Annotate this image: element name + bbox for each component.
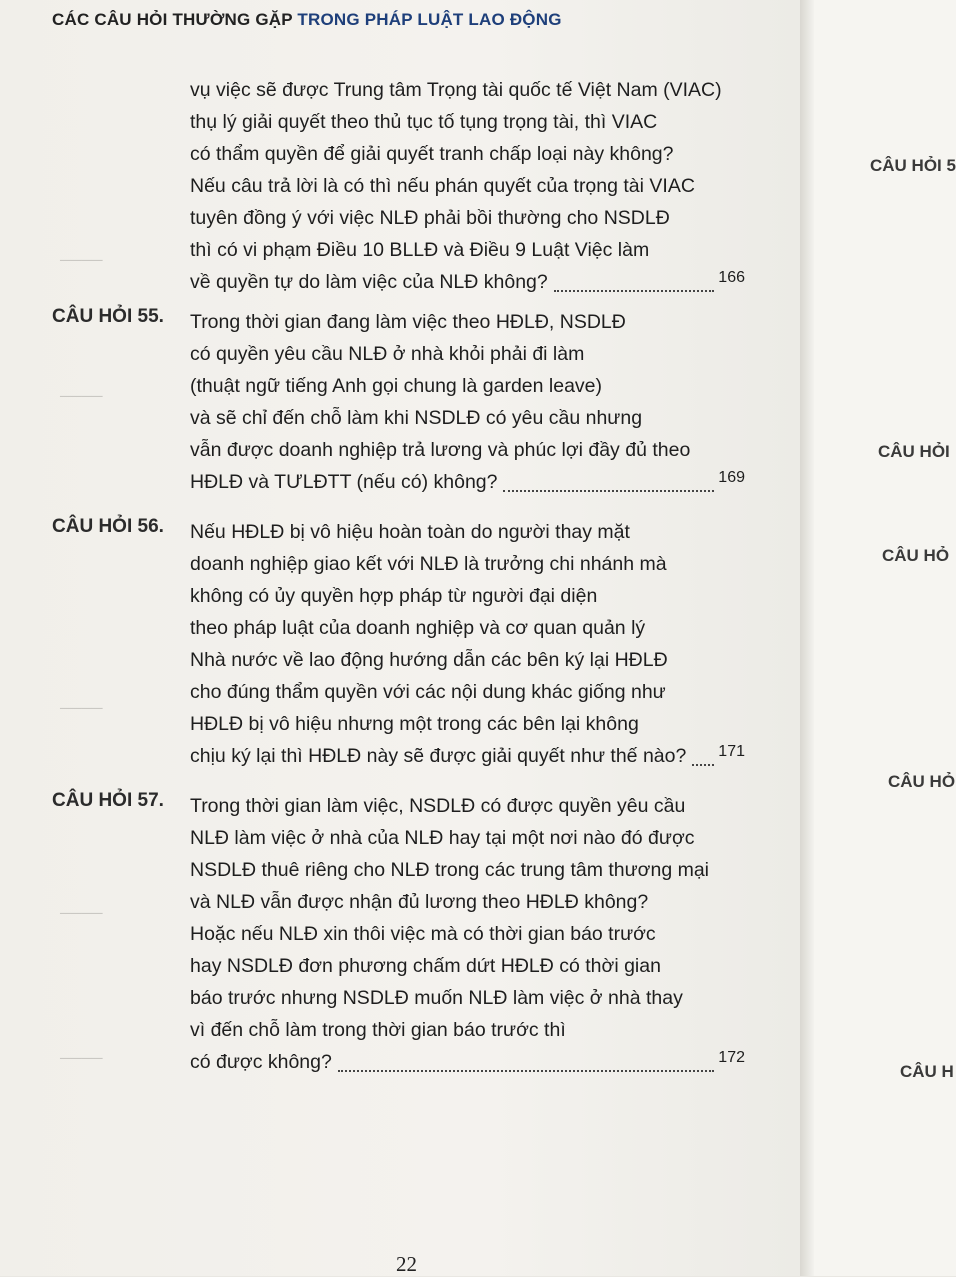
text-line: có thẩm quyền để giải quyết tranh chấp loại này không? xyxy=(190,143,674,165)
text-line: hay NSDLĐ đơn phương chấm dứt HĐLĐ có thời gian xyxy=(190,955,661,977)
text-line: Trong thời gian đang làm việc theo HĐLĐ, NSDLĐ xyxy=(190,311,626,333)
text-line: vẫn được doanh nghiệp trả lương và phúc lợi đầy đủ theo xyxy=(190,439,691,461)
dot-leader xyxy=(338,1070,714,1072)
facing-page-label: CÂU HỎI 5 xyxy=(870,156,956,175)
question-label: CÂU HỎI 55. xyxy=(52,306,164,327)
text-line: và NLĐ vẫn được nhận đủ lương theo HĐLĐ không? xyxy=(190,891,649,913)
text-line: có được không? xyxy=(190,1051,332,1073)
question-label: CÂU HỎI 56. xyxy=(52,516,164,537)
book-gutter xyxy=(800,0,814,1276)
page-ref: 166 xyxy=(718,269,745,286)
text-line: NLĐ làm việc ở nhà của NLĐ hay tại một nơi nào đó được xyxy=(190,827,695,849)
dot-leader xyxy=(503,490,714,492)
bleed-through-mark: ──── xyxy=(60,905,103,922)
text-line: Nếu câu trả lời là có thì nếu phán quyết của trọng tài VIAC xyxy=(190,175,695,197)
page-ref: 171 xyxy=(718,743,745,760)
text-line: thì có vi phạm Điều 10 BLLĐ và Điều 9 Luật Việc làm xyxy=(190,239,650,261)
text-line: về quyền tự do làm việc của NLĐ không? xyxy=(190,271,548,293)
bleed-through-mark: ──── xyxy=(60,388,103,405)
text-line: vụ việc sẽ được Trung tâm Trọng tài quốc tế Việt Nam (VIAC) xyxy=(190,79,722,101)
text-line: doanh nghiệp giao kết với NLĐ là trưởng chi nhánh mà xyxy=(190,553,667,575)
text-line: thụ lý giải quyết theo thủ tục tố tụng trọng tài, thì VIAC xyxy=(190,111,658,133)
text-line: có quyền yêu cầu NLĐ ở nhà khỏi phải đi làm xyxy=(190,343,585,365)
header-accent: TRONG PHÁP LUẬT LAO ĐỘNG xyxy=(297,10,562,29)
text-line: HĐLĐ bị vô hiệu nhưng một trong các bên lại không xyxy=(190,713,639,735)
dot-leader xyxy=(554,290,715,292)
bleed-through-mark: ──── xyxy=(60,252,103,269)
question-text xyxy=(190,74,750,298)
text-line: (thuật ngữ tiếng Anh gọi chung là garden leave) xyxy=(190,375,603,397)
question-text xyxy=(190,516,750,772)
text-line: báo trước nhưng NSDLĐ muốn NLĐ làm việc ở nhà thay xyxy=(190,987,683,1009)
last-line xyxy=(190,740,745,772)
question-label: CÂU HỎI 57. xyxy=(52,790,164,811)
text-line: theo pháp luật của doanh nghiệp và cơ quan quản lý xyxy=(190,617,646,639)
text-line: Hoặc nếu NLĐ xin thôi việc mà có thời gian báo trước xyxy=(190,923,656,945)
text-line: không có ủy quyền hợp pháp từ người đại diện xyxy=(190,585,598,607)
last-line xyxy=(190,1046,745,1078)
last-line xyxy=(190,266,745,298)
text-line: tuyên đồng ý với việc NLĐ phải bồi thường cho NSDLĐ xyxy=(190,207,670,229)
question-text xyxy=(190,790,750,1078)
text-line: cho đúng thẩm quyền với các nội dung khác giống như xyxy=(190,681,666,703)
text-line: Nhà nước về lao động hướng dẫn các bên ký lại HĐLĐ xyxy=(190,649,668,671)
text-line: Nếu HĐLĐ bị vô hiệu hoàn toàn do người thay mặt xyxy=(190,521,630,543)
dot-leader xyxy=(692,764,714,766)
bleed-through-mark: ──── xyxy=(60,1050,103,1067)
text-line: và sẽ chỉ đến chỗ làm khi NSDLĐ có yêu cầu nhưng xyxy=(190,407,643,429)
page-ref: 172 xyxy=(718,1049,745,1066)
last-line xyxy=(190,466,745,498)
facing-page-label: CÂU H xyxy=(900,1062,954,1081)
page-number: 22 xyxy=(396,1252,417,1276)
bleed-through-mark: ──── xyxy=(60,700,103,717)
running-header xyxy=(52,10,562,30)
text-line: vì đến chỗ làm trong thời gian báo trước thì xyxy=(190,1019,566,1041)
facing-page-label: CÂU HỎ xyxy=(888,772,956,791)
text-line: Trong thời gian làm việc, NSDLĐ có được quyền yêu cầu xyxy=(190,795,686,817)
facing-page-label: CÂU HỎI xyxy=(878,442,950,461)
text-line: NSDLĐ thuê riêng cho NLĐ trong các trung tâm thương mại xyxy=(190,859,709,881)
facing-page-label: CÂU HỎ xyxy=(882,546,950,565)
facing-page-edge xyxy=(814,0,956,1276)
question-text xyxy=(190,306,750,498)
page-ref: 169 xyxy=(718,469,745,486)
text-line: chịu ký lại thì HĐLĐ này sẽ được giải quyết như thế nào? xyxy=(190,745,687,767)
header-prefix: CÁC CÂU HỎI THƯỜNG GẶP xyxy=(52,10,293,29)
text-line: HĐLĐ và TƯLĐTT (nếu có) không? xyxy=(190,471,498,493)
